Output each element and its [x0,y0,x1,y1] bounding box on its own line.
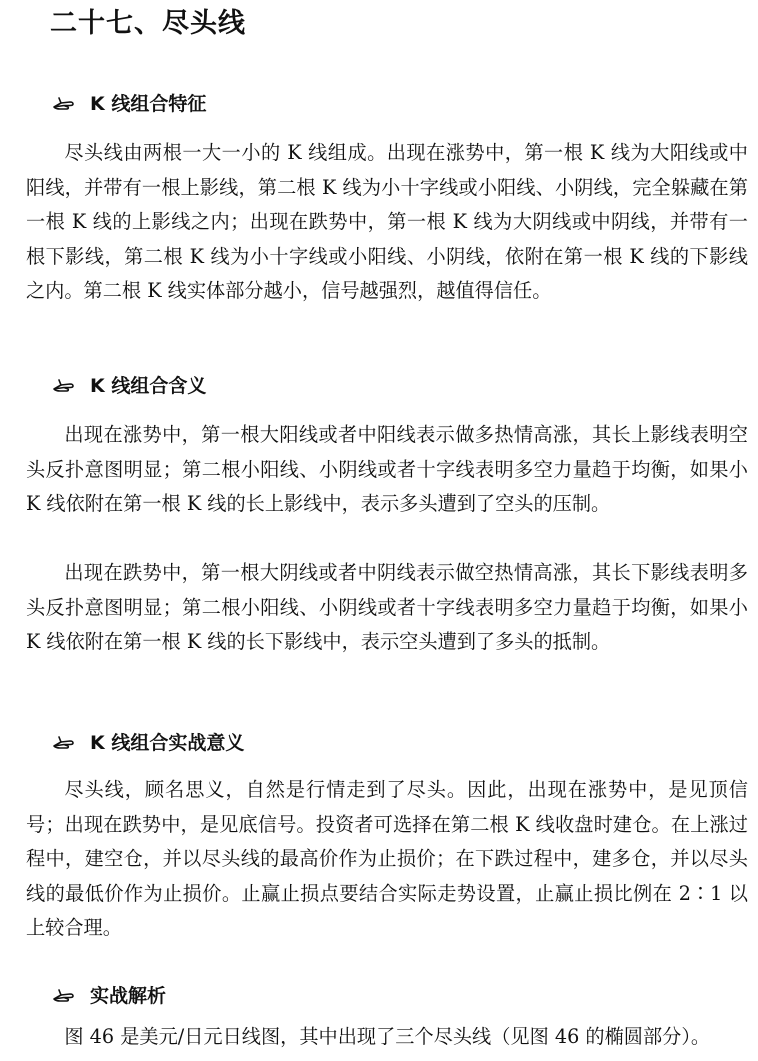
pointing-hand-icon [52,734,76,752]
section-heading-practical-significance [52,730,244,756]
pointing-hand-icon [52,987,76,1005]
pointing-hand-icon [52,95,76,113]
section-heading-case-analysis [52,983,166,1009]
paragraph: 尽头线由两根一大一小的 K 线组成。出现在涨势中，第一根 K 线为大阳线或中阳线，并带有一根上影线，第二根 K 线为小十字线或小阳线、小阴线，完全躲藏在第一根 K 线的上影线之内；出现在跌势中，第一根 K 线为大阴线或中阴线，并带有一根下影线，第二根 K 线为小十字线或小阳线、小阴线，依附在第一根 K 线的下影线之内。第二根 K 线实体部分越小，信号越强烈，越值得信任。 [26,141,748,302]
paragraph: 出现在跌势中，第一根大阴线或者中阴线表示做空热情高涨，其长下影线表明多头反扑意图明显；第二根小阳线、小阴线或者十字线表明多空力量趋于均衡，如果小 K 线依附在第一根 K 线的长下影线中，表示空头遭到了多头的抵制。 [26,561,748,653]
section-heading-text: K 线组合特征 [90,93,207,115]
section-heading-text: 实战解析 [90,985,167,1007]
section-heading-text: K 线组合含义 [90,375,207,397]
chapter-title: 二十七、尽头线 [50,8,246,39]
paragraph: 出现在涨势中，第一根大阳线或者中阳线表示做多热情高涨，其长上影线表明空头反扑意图明显；第二根小阳线、小阴线或者十字线表明多空力量趋于均衡，如果小 K 线依附在第一根 K 线的长上影线中，表示多头遭到了空头的压制。 [26,423,748,515]
section-heading-text: K 线组合实战意义 [90,732,245,754]
paragraph: 图 46 是美元/日元日线图，其中出现了三个尽头线（见图 46 的椭圆部分）。 [64,1025,711,1048]
section-heading-meaning [52,373,206,399]
paragraph: 尽头线，顾名思义，自然是行情走到了尽头。因此，出现在涨势中，是见顶信号；出现在跌势中，是见底信号。投资者可选择在第二根 K 线收盘时建仓。在上涨过程中，建空仓，并以尽头线的最高价作为止损价；在下跌过程中，建多仓，并以尽头线的最低价作为止损价。止赢止损点要结合实际走势设置，止赢止损比例在 2∶1 以上较合理。 [26,778,748,939]
section-heading-features [52,91,206,117]
pointing-hand-icon [52,377,76,395]
